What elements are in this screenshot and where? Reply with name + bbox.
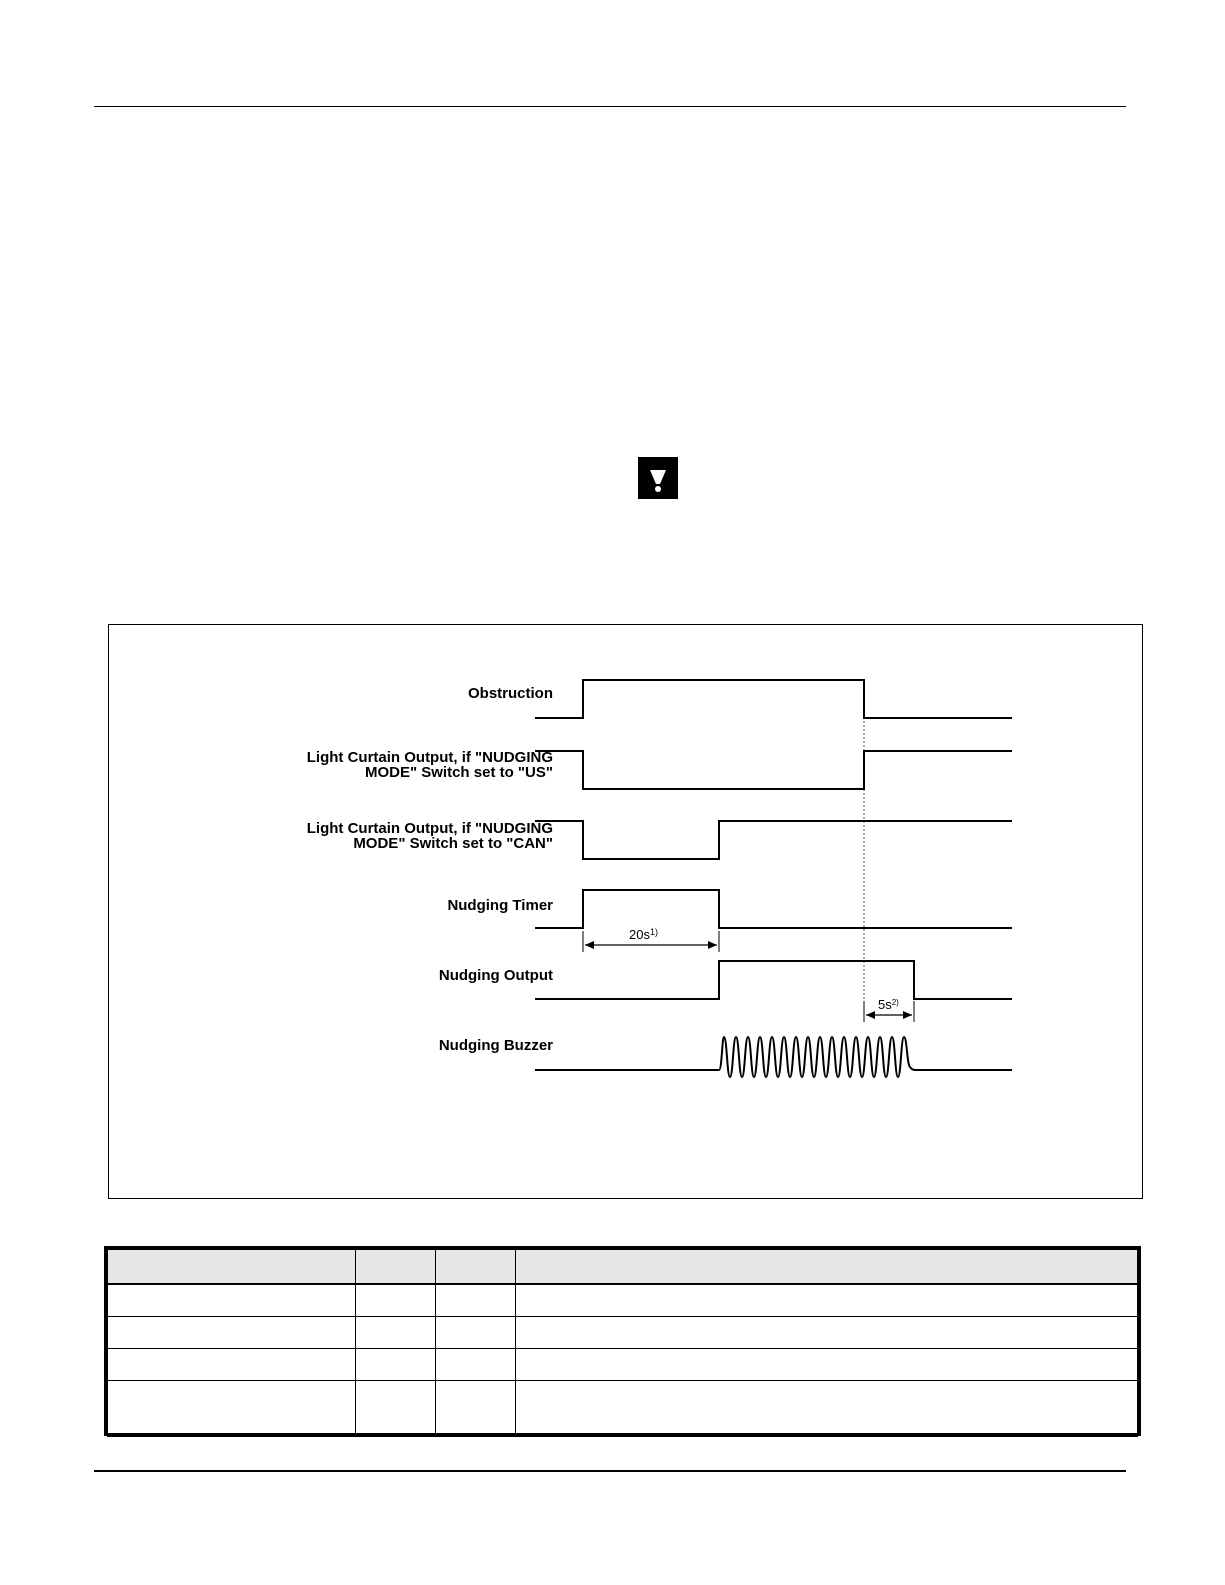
table-header-row (108, 1250, 1138, 1285)
table-row (108, 1284, 1138, 1317)
table-cell (436, 1317, 516, 1349)
dim-5s-arrowhead-right (903, 1011, 912, 1019)
table-cell (516, 1284, 1138, 1317)
caution-note-icon (638, 457, 678, 499)
table-cell (108, 1381, 356, 1437)
table-row (108, 1381, 1138, 1437)
label-lc-us-line2: MODE" Switch set to "US" (364, 764, 553, 781)
footer-rule (94, 1470, 1126, 1472)
nudging-timer-waveform (535, 890, 1012, 928)
table-row (108, 1349, 1138, 1381)
lc-can-waveform (535, 821, 1012, 859)
lc-us-waveform (535, 751, 1012, 789)
nudging-output-waveform (535, 961, 1012, 999)
label-nudging-timer: Nudging Timer (447, 897, 553, 914)
data-table (104, 1246, 1141, 1436)
label-obstruction: Obstruction (468, 685, 553, 702)
table-cell (436, 1349, 516, 1381)
table-cell (356, 1381, 436, 1437)
table-cell (356, 1349, 436, 1381)
label-lc-can-line1: Light Curtain Output, if "NUDGING (306, 820, 553, 837)
table-cell (436, 1381, 516, 1437)
timing-diagram (108, 624, 1143, 1199)
table-row (108, 1317, 1138, 1349)
dim-20s-label: $20s^{1)}$ (629, 927, 658, 942)
table-cell (356, 1284, 436, 1317)
table-cell (516, 1381, 1138, 1437)
table-header-cell (516, 1250, 1138, 1285)
table-cell (436, 1284, 516, 1317)
label-nudging-buzzer: Nudging Buzzer (438, 1037, 553, 1054)
header-rule (94, 106, 1126, 107)
nudging-buzzer-waveform (535, 1037, 1012, 1077)
label-lc-us-line1: Light Curtain Output, if "NUDGING (306, 749, 553, 766)
table-header-cell (356, 1250, 436, 1285)
obstruction-waveform (535, 680, 1012, 718)
table-cell (516, 1349, 1138, 1381)
table-cell (516, 1317, 1138, 1349)
dim-5s-arrowhead-left (866, 1011, 875, 1019)
table-cell (108, 1349, 356, 1381)
table-header-cell (436, 1250, 516, 1285)
table-cell (356, 1317, 436, 1349)
table-header-cell (108, 1250, 356, 1285)
signal-labels (307, 685, 553, 1054)
label-nudging-output: Nudging Output (438, 967, 553, 984)
dim-20s-arrowhead-right (708, 941, 717, 949)
dim-5s-label: $5s^{2)}$ (878, 997, 899, 1012)
table-cell (108, 1317, 356, 1349)
table-cell (108, 1284, 356, 1317)
label-lc-can-line2: MODE" Switch set to "CAN" (353, 835, 553, 852)
dim-20s-arrowhead-left (585, 941, 594, 949)
